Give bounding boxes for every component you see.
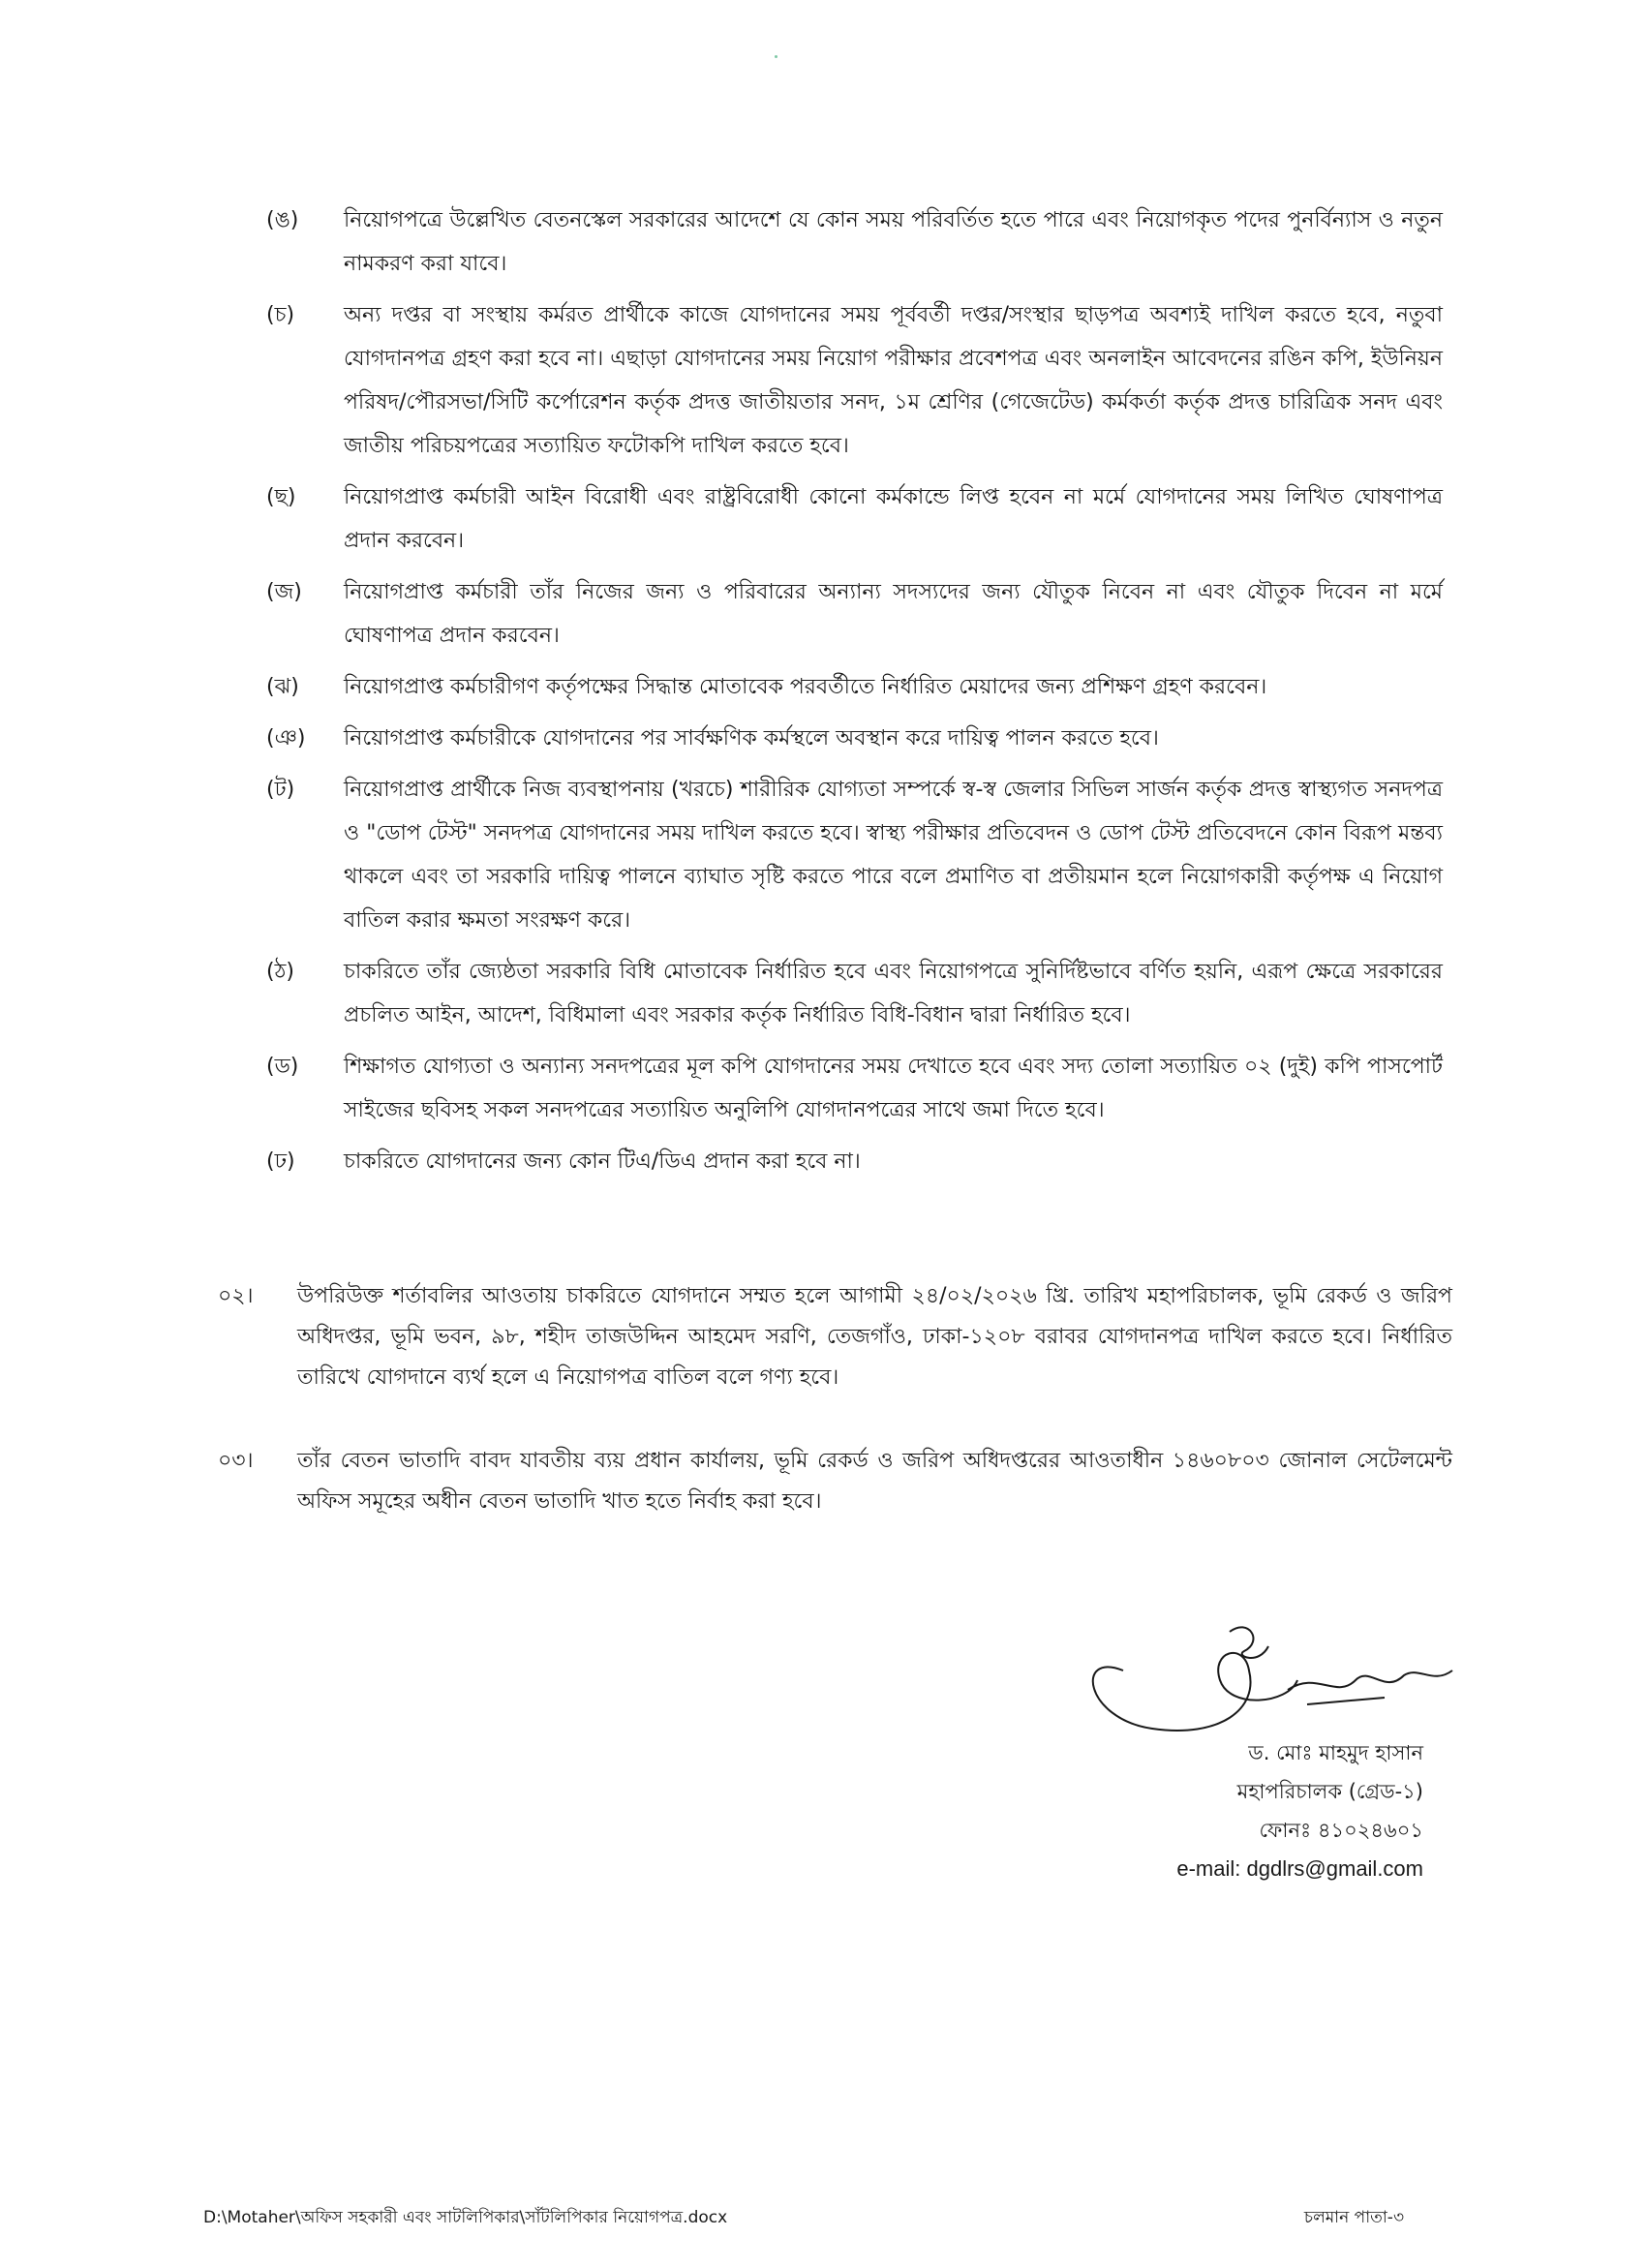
scan-speck bbox=[775, 55, 777, 58]
clause-cha bbox=[266, 293, 1443, 468]
clause-jha bbox=[266, 665, 1443, 709]
file-path: D:\Motaher\অফিস সহকারী এবং সাটলিপিকার\সাঁটলিপিকার নিয়োগপত্র.docx bbox=[203, 2208, 728, 2227]
signatory-designation: মহাপরিচালক (গ্রেড-১) bbox=[1236, 1780, 1423, 1803]
clause-ta bbox=[266, 768, 1443, 942]
clause-mark: (ঠ) bbox=[266, 960, 294, 984]
clause-text: নিয়োগপত্রে উল্লেখিত বেতনস্কেল সরকারের আদেশে যে কোন সময় পরিবর্তিত হতে পারে এবং নিয়োগকৃত পদের পুনর্বিন্যাস ও নতুন নামকরণ করা যাবে। bbox=[344, 208, 1443, 276]
clause-text: নিয়োগপ্রাপ্ত কর্মচারীগণ কর্তৃপক্ষের সিদ্ধান্ত মোতাবেক পরবর্তীতে নির্ধারিত মেয়াদের জন্য প্রশিক্ষণ গ্রহণ করবেন। bbox=[344, 675, 1267, 699]
paragraph-number: ০৩। bbox=[218, 1449, 254, 1473]
paragraph-joining bbox=[218, 1276, 1452, 1398]
clause-tha bbox=[266, 950, 1443, 1037]
clause-text: চাকরিতে যোগদানের জন্য কোন টিএ/ডিএ প্রদান করা হবে না। bbox=[344, 1149, 861, 1174]
paragraph-text: উপরিউক্ত শর্তাবলির আওতায় চাকরিতে যোগদানে সম্মত হলে আগামী ২৪/০২/২০২৬ খ্রি. তারিখ মহাপরিচালক, ভূমি রেকর্ড ও জরিপ অধিদপ্তর, ভূমি ভবন, ৯৮, শহীদ তাজউদ্দিন আহমেদ সরণি, তেজগাঁও, ঢাকা-১২০৮ বরাবর যোগদানপত্র দাখিল করতে হবে। নির্ধারিত তারিখে যোগদানে ব্যর্থ হলে এ নিয়োগপত্র বাতিল বলে গণ্য হবে। bbox=[297, 1284, 1452, 1390]
clause-mark: (ঙ) bbox=[266, 208, 299, 232]
clause-mark: (ড) bbox=[266, 1055, 299, 1079]
conditions-list bbox=[266, 199, 1443, 1191]
signature-block bbox=[1176, 1733, 1423, 1888]
clause-nga bbox=[266, 199, 1443, 286]
clause-text: অন্য দপ্তর বা সংস্থায় কর্মরত প্রার্থীকে কাজে যোগদানের সময় পূর্ববর্তী দপ্তর/সংস্থার ছাড়পত্র অবশ্যই দাখিল করতে হবে, নতুবা যোগদানপত্র গ্রহণ করা হবে না। এছাড়া যোগদানের সময় নিয়োগ পরীক্ষার প্রবেশপত্র এবং অনলাইন আবেদনের রঙিন কপি, ইউনিয়ন পরিষদ/পৌরসভা/সিটি কর্পোরেশন কর্তৃক প্রদত্ত জাতীয়তার সনদ, ১ম শ্রেণির (গেজেটেড) কর্মকর্তা কর্তৃক প্রদত্ত চারিত্রিক সনদ এবং জাতীয় পরিচয়পত্রের সত্যায়িত ফটোকপি দাখিল করতে হবে। bbox=[344, 303, 1443, 458]
clause-chha bbox=[266, 475, 1443, 563]
clause-ja bbox=[266, 570, 1443, 658]
clause-text: নিয়োগপ্রাপ্ত কর্মচারী আইন বিরোধী এবং রাষ্ট্রবিরোধী কোনো কর্মকান্ডে লিপ্ত হবেন না মর্মে যোগদানের সময় লিখিত ঘোষণাপত্র প্রদান করবেন। bbox=[344, 485, 1443, 553]
clause-text: নিয়োগপ্রাপ্ত কর্মচারী তাঁর নিজের জন্য ও পরিবারের অন্যান্য সদস্যদের জন্য যৌতুক নিবেন না এবং যৌতুক দিবেন না মর্মে ঘোষণাপত্র প্রদান করবেন। bbox=[344, 580, 1443, 648]
clause-da bbox=[266, 1045, 1443, 1132]
clause-text: চাকরিতে তাঁর জ্যেষ্ঠতা সরকারি বিধি মোতাবেক নির্ধারিত হবে এবং নিয়োগপত্রে সুনির্দিষ্টভাবে বর্ণিত হয়নি, এরূপ ক্ষেত্রে সরকারের প্রচলিত আইন, আদেশ, বিধিমালা এবং সরকার কর্তৃক নির্ধারিত বিধি-বিধান দ্বারা নির্ধারিত হবে। bbox=[344, 960, 1443, 1027]
signatory-phone: ফোনঃ ৪১০২৪৬০১ bbox=[1259, 1819, 1423, 1842]
clause-mark: (ঢ) bbox=[266, 1149, 295, 1174]
clause-mark: (জ) bbox=[266, 580, 302, 604]
paragraph-number: ০২। bbox=[218, 1284, 254, 1308]
signatory-email: e-mail: dgdlrs@gmail.com bbox=[1176, 1856, 1423, 1881]
signatory-name: ড. মোঃ মাহমুদ হাসান bbox=[1248, 1741, 1423, 1764]
clause-text: নিয়োগপ্রাপ্ত প্রার্থীকে নিজ ব্যবস্থাপনায় (খরচে) শারীরিক যোগ্যতা সম্পর্কে স্ব-স্ব জেলার সিভিল সার্জন কর্তৃক প্রদত্ত স্বাস্থ্যগত সনদপত্র ও "ডোপ টেস্ট" সনদপত্র যোগদানের সময় দাখিল করতে হবে। স্বাস্থ্য পরীক্ষার প্রতিবেদন ও ডোপ টেস্ট প্রতিবেদনে কোন বিরূপ মন্তব্য থাকলে এবং তা সরকারি দায়িত্ব পালনে ব্যাঘাত সৃষ্টি করতে পারে বলে প্রমাণিত বা প্রতীয়মান হলে নিয়োগকারী কর্তৃপক্ষ এ নিয়োগ বাতিল করার ক্ষমতা সংরক্ষণ করে। bbox=[344, 778, 1443, 933]
clause-dha bbox=[266, 1140, 1443, 1183]
paragraph-salary bbox=[218, 1441, 1452, 1522]
clause-mark: (ঞ) bbox=[266, 726, 306, 751]
clause-mark: (ট) bbox=[266, 778, 295, 802]
clause-mark: (চ) bbox=[266, 303, 295, 327]
clause-nya bbox=[266, 717, 1443, 760]
page-indicator: চলমান পাতা-৩ bbox=[1303, 2208, 1404, 2227]
clause-text: নিয়োগপ্রাপ্ত কর্মচারীকে যোগদানের পর সার্বক্ষণিক কর্মস্থলে অবস্থান করে দায়িত্ব পালন করতে হবে। bbox=[344, 726, 1159, 751]
paragraph-text: তাঁর বেতন ভাতাদি বাবদ যাবতীয় ব্যয় প্রধান কার্যালয়, ভূমি রেকর্ড ও জরিপ অধিদপ্তরের আওতাধীন ১৪৬০৮০৩ জোনাল সেটেলমেন্ট অফিস সমূহের অধীন বেতন ভাতাদি খাত হতে নির্বাহ করা হবে। bbox=[297, 1449, 1452, 1514]
clause-text: শিক্ষাগত যোগ্যতা ও অন্যান্য সনদপত্রের মূল কপি যোগদানের সময় দেখাতে হবে এবং সদ্য তোলা সত্যায়িত ০২ (দুই) কপি পাসপোর্ট সাইজের ছবিসহ সকল সনদপত্রের সত্যায়িত অনুলিপি যোগদানপত্রের সাথে জমা দিতে হবে। bbox=[344, 1055, 1443, 1122]
clause-mark: (ছ) bbox=[266, 485, 296, 509]
clause-mark: (ঝ) bbox=[266, 675, 299, 699]
